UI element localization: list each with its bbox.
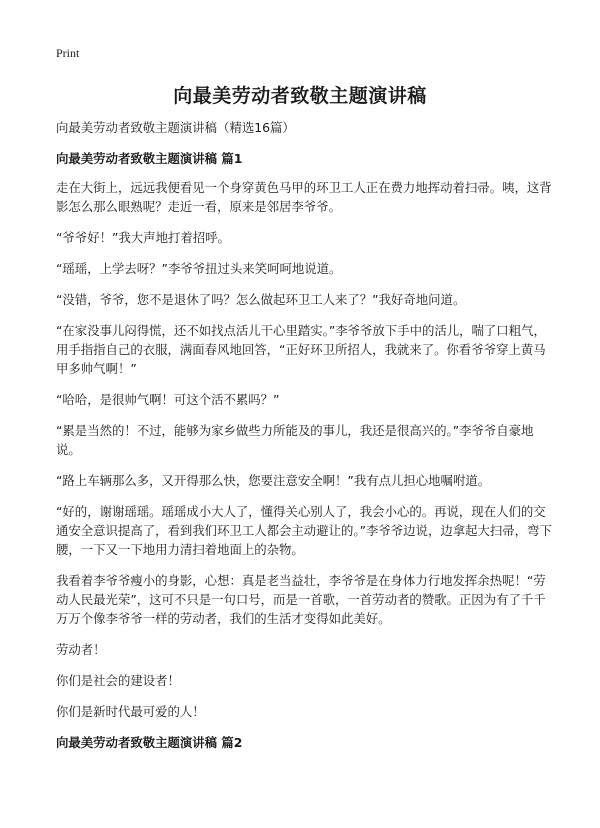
paragraph: “路上车辆那么多，又开得那么快，您要注意安全啊！”我有点儿担心地嘱咐道。 (56, 473, 491, 488)
paragraph: “好的，谢谢瑶瑶。瑶瑶成小大人了，懂得关心别人了，我会小心的。再说，现在人们的交通安全意识提高了，看到我们环卫工人都会主动避让的。”李爷爷边说，边拿起大扫帚，弯下腰，一下又一下地用力清扫着地面上的杂物。 (56, 504, 552, 557)
paragraph: 我看着李爷爷瘦小的身影，心想：真是老当益壮，李爷爷是在身体力行地发挥余热呢！“劳动人民最光荣”，这可不只是一句口号，而是一首歌，一首劳动者的赞歌。正因为有了千千万万个像李爷爷一样的劳动者，我们的生活才变得如此美好。 (56, 573, 546, 626)
section-heading: 向最美劳动者致敬主题演讲稿 篇2 (56, 735, 243, 750)
paragraph: “在家没事儿闷得慌，还不如找点活儿干心里踏实。”李爷爷放下手中的活儿，喘了口粗气，用手指指自己的衣服，满面春风地回答，“正好环卫所招人，我就来了。你看爷爷穿上黄马甲多帅气啊！” (56, 323, 546, 376)
document-subtitle: 向最美劳动者致敬主题演讲稿（精选16篇） (56, 120, 295, 135)
paragraph: “没错，爷爷，您不是退休了吗？怎么做起环卫工人来了？”我好奇地问道。 (56, 292, 466, 307)
paragraph: “瑶瑶，上学去呀？”李爷爷扭过头来笑呵呵地说道。 (56, 261, 342, 276)
paragraph: 劳动者！ (56, 642, 106, 657)
paragraph: 你们是社会的建设者！ (56, 673, 180, 688)
document-body (56, 118, 556, 762)
print-link[interactable]: Print (56, 46, 80, 60)
paragraph: 你们是新时代最可爱的人！ (56, 704, 205, 719)
paragraph: 走在大街上，远远我便看见一个身穿黄色马甲的环卫工人正在费力地挥动着扫帚。咦，这背影怎么那么眼熟呢？走近一看，原来是邻居李爷爷。 (56, 180, 552, 214)
section-heading: 向最美劳动者致敬主题演讲稿 篇1 (56, 151, 243, 166)
paragraph: “哈哈，是很帅气啊！可这个活不累吗？” (56, 392, 280, 407)
paragraph: “累是当然的！不过，能够为家乡做些力所能及的事儿，我还是很高兴的。”李爷爷自豪地说。 (56, 423, 534, 457)
page-title: 向最美劳动者致敬主题演讲稿 (173, 85, 427, 107)
paragraph: “爷爷好！”我大声地打着招呼。 (56, 230, 230, 245)
